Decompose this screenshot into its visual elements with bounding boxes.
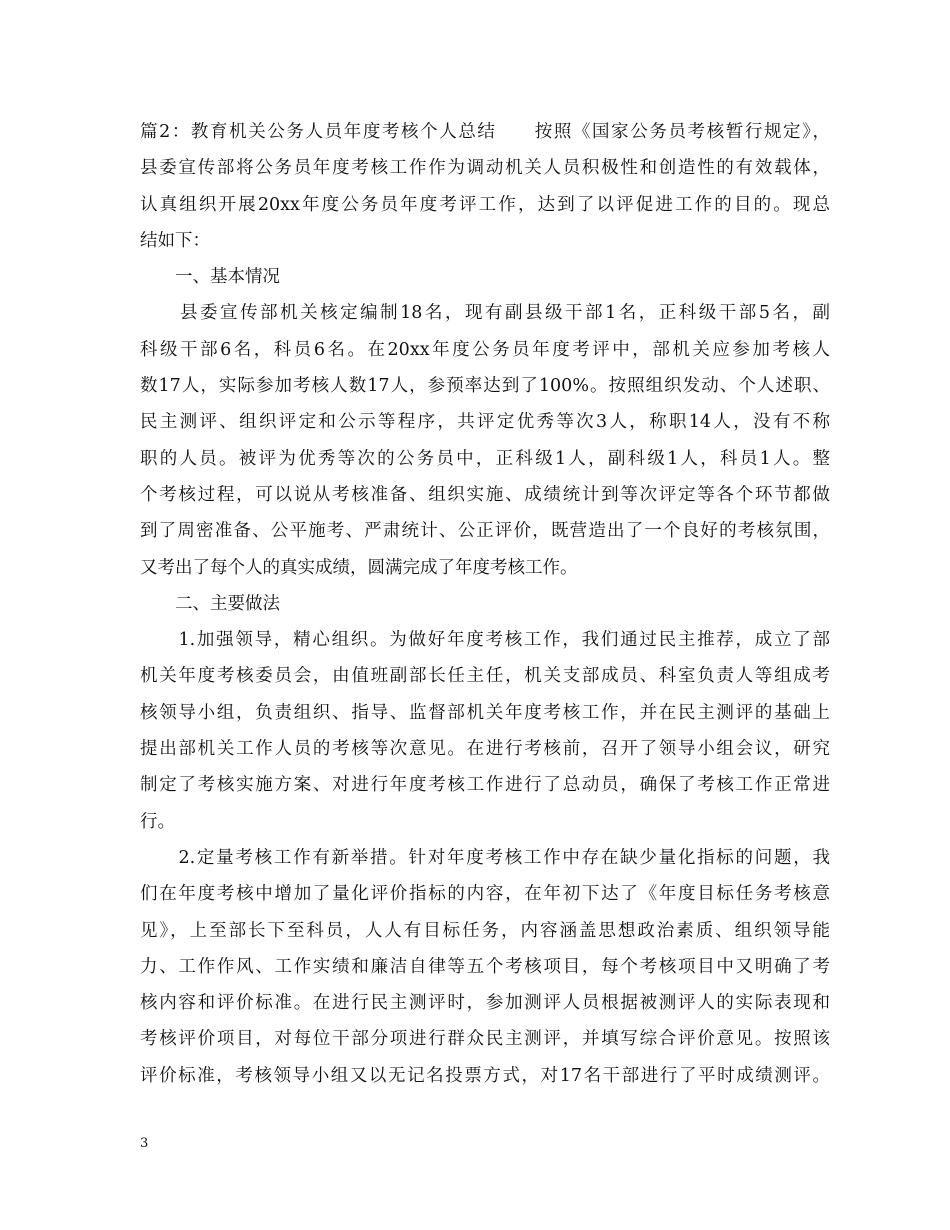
text-line: 数17人，实际参加考核人数17人，参预率达到了100%。按照组织发动、个人述职、: [140, 376, 830, 397]
text-line: 科级干部6名，科员6名。在20xx年度公务员年度考评中，部机关应参加考核人: [140, 339, 830, 360]
text-line: 机关年度考核委员会，由值班副部长任主任，机关支部成员、科室负责人等组成考: [140, 666, 830, 687]
text-line: 评价标准，考核领导小组又以无记名投票方式，对17名干部进行了平时成绩测评。: [140, 1065, 830, 1086]
body-text: [140, 114, 830, 1094]
text-line: 提出部机关工作人员的考核等次意见。在进行考核前，召开了领导小组会议，研究: [140, 739, 830, 760]
text-line: 力、工作作风、工作实绩和廉洁自律等五个考核项目，每个考核项目中又明确了考: [140, 956, 830, 977]
page-number: 3: [140, 1136, 149, 1151]
text-line: 核领导小组，负责组织、指导、监督部机关年度考核工作，并在民主测评的基础上: [140, 702, 830, 723]
text-line: 民主测评、组织评定和公示等程序，共评定优秀等次3人，称职14人，没有不称: [140, 412, 830, 433]
text-line: 核内容和评价标准。在进行民主测评时，参加测评人员根据被测评人的实际表现和: [140, 993, 830, 1014]
text-line: 们在年度考核中增加了量化评价指标的内容，在年初下达了《年度目标任务考核意: [140, 884, 830, 905]
text-line: 结如下：: [140, 230, 210, 251]
text-line: 又考出了每个人的真实成绩，圆满完成了年度考核工作。: [140, 557, 578, 578]
text-line: 县委宣传部将公务员年度考核工作作为调动机关人员积极性和创造性的有效载体，: [140, 158, 830, 179]
text-line: 县委宣传部机关核定编制18名，现有副县级干部1名，正科级干部5名，副: [140, 303, 830, 324]
text-line: 考核评价项目，对每位干部分项进行群众民主测评，并填写综合评价意见。按照该: [140, 1029, 830, 1050]
text-line: 2.定量考核工作有新举措。针对年度考核工作中存在缺少量化指标的问题，我: [140, 847, 830, 868]
text-line: 行。: [140, 811, 175, 832]
text-line: 认真组织开展20xx年度公务员年度考评工作，达到了以评促进工作的目的。现总: [140, 194, 830, 215]
text-line: 二、主要做法: [140, 593, 280, 614]
text-line: 职的人员。被评为优秀等次的公务员中，正科级1人，副科级1人，科员1人。整: [140, 448, 830, 469]
text-line: 见》，上至部长下至科员，人人有目标任务，内容涵盖思想政治素质、组织领导能: [140, 920, 830, 941]
text-line: 到了周密准备、公平施考、严肃统计、公正评价，既营造出了一个良好的考核氛围，: [140, 521, 830, 542]
text-line: 1.加强领导，精心组织。为做好年度考核工作，我们通过民主推荐，成立了部: [140, 630, 830, 651]
text-line: 一、基本情况: [140, 267, 280, 288]
text-line: 个考核过程，可以说从考核准备、组织实施、成绩统计到等次评定等各个环节都做: [140, 484, 830, 505]
text-line: 制定了考核实施方案、对进行年度考核工作进行了总动员，确保了考核工作正常进: [140, 775, 830, 796]
text-line: 篇2：教育机关公务人员年度考核个人总结 按照《国家公务员考核暂行规定》，: [140, 122, 830, 142]
